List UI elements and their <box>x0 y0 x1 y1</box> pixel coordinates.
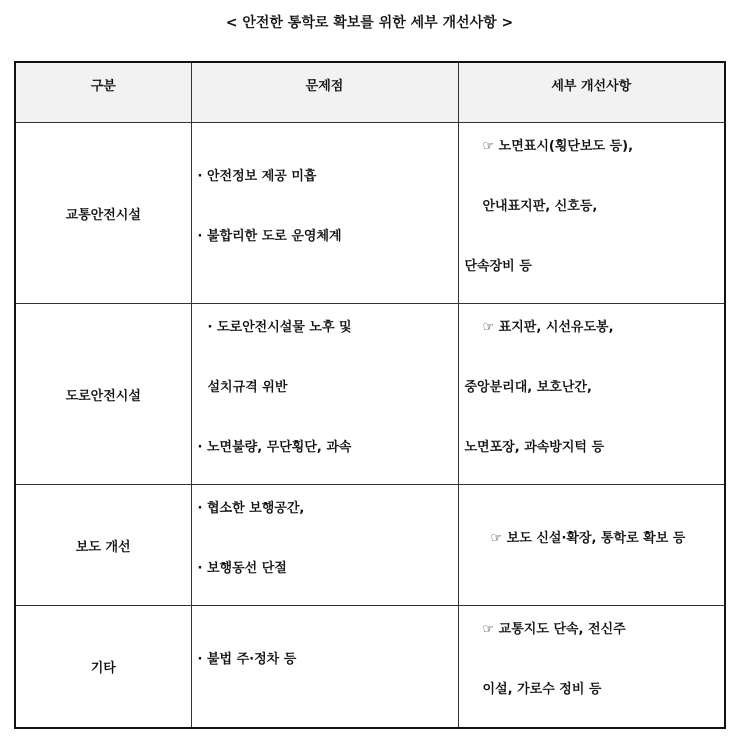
improvement-item: 안내표지판, 신호등, <box>482 199 598 214</box>
category-cell: 보도 개선 <box>15 485 191 606</box>
category-cell: 교통안전시설 <box>15 123 191 304</box>
problem-item: · 노면불량, 무단횡단, 과속 <box>197 440 352 455</box>
improvement-item: 단속장비 등 <box>464 259 532 274</box>
improvements-cell <box>458 606 725 728</box>
problem-item: · 안전정보 제공 미흡 <box>197 169 317 184</box>
category-cell: 도로안전시설 <box>15 304 191 485</box>
header-category: 구분 <box>15 62 191 123</box>
header-improvements: 세부 개선사항 <box>458 62 725 123</box>
problems-cell <box>191 485 458 606</box>
table-row <box>15 606 725 728</box>
problems-cell <box>191 123 458 304</box>
table-row <box>15 485 725 606</box>
header-problems: 문제점 <box>191 62 458 123</box>
improvements-cell <box>458 485 725 606</box>
problem-item: 설치규격 위반 <box>207 380 288 395</box>
page-title: < 안전한 통학로 확보를 위한 세부 개선사항 > <box>225 15 514 31</box>
improvements-cell <box>458 123 725 304</box>
category-cell: 기타 <box>15 606 191 728</box>
problems-cell <box>191 304 458 485</box>
problem-item: · 불합리한 도로 운영체계 <box>197 229 342 244</box>
problem-item: · 보행동선 단절 <box>197 561 287 576</box>
improvement-item: 노면포장, 과속방지턱 등 <box>464 440 605 455</box>
improvements-cell <box>458 304 725 485</box>
improvement-item: 중앙분리대, 보호난간, <box>464 380 592 395</box>
improvement-item: 이설, 가로수 정비 등 <box>482 682 602 697</box>
problem-item: · 도로안전시설물 노후 및 <box>207 320 352 335</box>
improvement-table <box>14 61 726 729</box>
improvement-item: ☞ 보도 신설·확장, 통학로 확보 등 <box>490 531 686 546</box>
improvement-item: ☞ 표지판, 시선유도봉, <box>482 320 614 335</box>
table-header-row <box>15 62 725 123</box>
problem-item: · 협소한 보행공간, <box>197 501 305 516</box>
problems-cell <box>191 606 458 728</box>
improvement-item: ☞ 노면표시(횡단보도 등), <box>482 139 634 154</box>
problem-item: · 불법 주·정차 등 <box>197 652 297 667</box>
table-row <box>15 123 725 304</box>
table-row <box>15 304 725 485</box>
improvement-item: ☞ 교통지도 단속, 전신주 <box>482 622 626 637</box>
